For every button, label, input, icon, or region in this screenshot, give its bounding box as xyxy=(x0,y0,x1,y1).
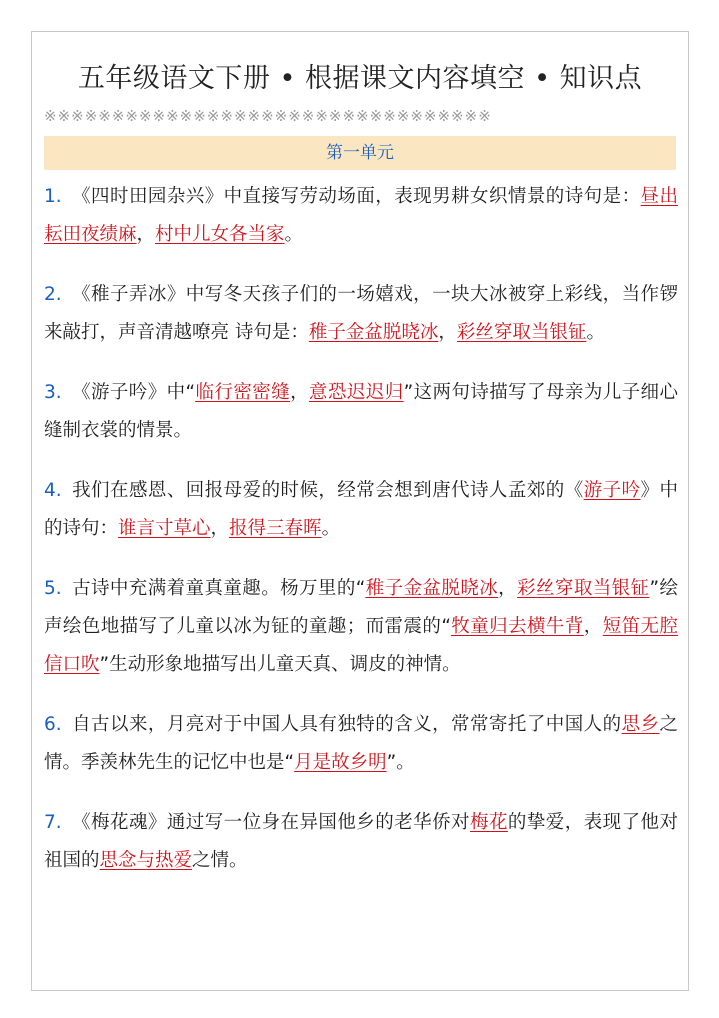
question-number: 6. xyxy=(44,714,62,735)
answer-text: 思念与热爱 xyxy=(99,850,193,871)
question-text: ”绘声绘色地描写了儿童以冰为钲的童趣；而雷震的“ xyxy=(44,578,678,637)
document-page xyxy=(31,31,689,991)
answer-text: 昼出耘田夜绩麻 xyxy=(44,186,678,245)
question-text: ， xyxy=(210,518,230,539)
answer-text: 稚子金盆脱晓冰 xyxy=(308,322,439,343)
answer-text: 报得三春晖 xyxy=(229,518,322,539)
answer-text: 彩丝穿取当银钲 xyxy=(517,578,650,599)
page-title: 五年级语文下册 • 根据课文内容填空 • 知识点 xyxy=(77,63,643,94)
question-text: 》中的诗句： xyxy=(44,480,678,539)
answer-text: 谁言寸草心 xyxy=(118,518,211,539)
question-text: ”这两句诗描写了母亲为儿子细心缝制衣裳的情景。 xyxy=(44,382,678,441)
question-text: 。 xyxy=(284,224,304,245)
answer-text: 思乡 xyxy=(621,714,660,735)
question-item xyxy=(44,570,678,684)
question-text: 《梅花魂》通过写一位身在异国他乡的老华侨对 xyxy=(71,812,470,833)
unit-heading: 第一单元 xyxy=(44,136,676,170)
question-text: ， xyxy=(438,322,457,343)
decorative-divider: ※※※※※※※※※※※※※※※※※※※※※※※※※※※※※※※※※ xyxy=(44,107,492,125)
answer-text: 月是故乡明 xyxy=(294,752,387,773)
answer-text: 稚子金盆脱晓冰 xyxy=(365,578,499,599)
question-item xyxy=(44,804,678,880)
question-item xyxy=(44,178,678,254)
question-text: ， xyxy=(583,616,603,637)
question-number: 5. xyxy=(44,578,62,599)
question-text: ， xyxy=(136,224,156,245)
question-number: 7. xyxy=(44,812,62,833)
answer-text: 村中儿女各当家 xyxy=(155,224,285,245)
question-text: 《四时田园杂兴》中直接写劳动场面，表现男耕女织情景的诗句是： xyxy=(71,186,641,207)
question-number: 2. xyxy=(44,284,62,305)
question-text: ”生动形象地描写出儿童天真、调皮的神情。 xyxy=(99,654,461,675)
question-number: 4. xyxy=(44,480,62,501)
question-text: ， xyxy=(290,382,310,403)
question-text: 《稚子弄冰》中写冬天孩子们的一场嬉戏，一块大冰被穿上彩线，当作锣来敲打，声音清越嘹亮 诗句是： xyxy=(44,284,678,343)
question-text: 我们在感恩、回报母爱的时候，经常会想到唐代诗人孟郊的《 xyxy=(71,480,584,501)
question-text: 《游子吟》中“ xyxy=(71,382,196,403)
question-number: 3. xyxy=(44,382,62,403)
question-item xyxy=(44,706,678,782)
answer-text: 彩丝穿取当银钲 xyxy=(456,322,587,343)
question-text: ， xyxy=(498,578,518,599)
question-item xyxy=(44,472,678,548)
question-number: 1. xyxy=(44,186,62,207)
question-text: 的挚爱，表现了他对祖国的 xyxy=(44,812,678,871)
question-item xyxy=(44,374,678,450)
answer-text: 短笛无腔信口吹 xyxy=(44,616,678,675)
question-text: 。 xyxy=(586,322,605,343)
question-item xyxy=(44,276,678,352)
question-text: ”。 xyxy=(386,752,415,773)
answer-text: 游子吟 xyxy=(583,480,641,501)
question-text: 自古以来，月亮对于中国人具有独特的含义，常常寄托了中国人的 xyxy=(71,714,622,735)
answer-text: 梅花 xyxy=(470,812,508,833)
question-text: 古诗中充满着童真童趣。杨万里的“ xyxy=(71,578,366,599)
question-text: 之情。季羡林先生的记忆中也是“ xyxy=(44,714,678,773)
answer-text: 牧童归去横牛背 xyxy=(450,616,584,637)
fill-in-list xyxy=(44,178,678,902)
answer-text: 临行密密缝 xyxy=(195,382,291,403)
question-text: 之情。 xyxy=(192,850,248,871)
answer-text: 意恐迟迟归 xyxy=(309,382,404,403)
question-text: 。 xyxy=(321,518,341,539)
